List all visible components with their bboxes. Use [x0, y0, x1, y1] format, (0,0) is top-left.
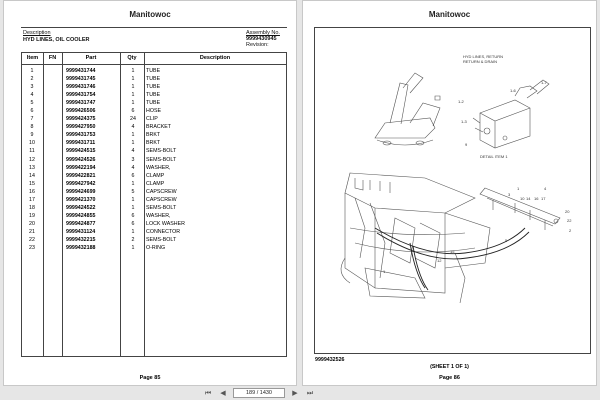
callout-14: 22 — [567, 218, 572, 223]
callout-13: 20 — [565, 209, 570, 214]
parts-rows — [22, 67, 286, 252]
item-cell: 1 — [30, 68, 34, 74]
callout-5: 9 — [465, 142, 468, 147]
item-cell: 6 — [30, 108, 34, 115]
description-cell: SEMS-BOLT — [146, 156, 177, 163]
left-page-number: Page 85 — [139, 375, 161, 381]
item-cell: 20 — [29, 220, 35, 227]
table-row — [22, 131, 286, 139]
qty-cell: 1 — [131, 76, 135, 83]
right-page-number: Page 86 — [439, 375, 460, 381]
description-cell: BRKT — [146, 140, 161, 147]
table-row — [22, 83, 286, 91]
qty-cell: 2 — [131, 236, 135, 243]
part-number-cell: 9999424522 — [66, 204, 96, 211]
item-cell: 4 — [30, 92, 34, 99]
part-number-cell: 9999424375 — [66, 116, 96, 123]
table-row — [22, 236, 286, 244]
table-row — [22, 212, 286, 220]
qty-cell: 5 — [131, 188, 135, 195]
item-cell: 23 — [29, 245, 35, 252]
exploded-parts-drawing — [315, 28, 592, 355]
qty-cell: 1 — [131, 228, 135, 235]
description-cell: BRACKET — [146, 124, 172, 131]
last-page-icon[interactable]: ⏭ — [306, 390, 314, 397]
table-row — [22, 204, 286, 212]
table-row — [22, 228, 286, 236]
qty-cell: 1 — [131, 180, 135, 187]
callout-16: 5 — [505, 238, 508, 243]
table-row — [22, 196, 286, 204]
brand-title-right: Manitowoc — [428, 10, 471, 19]
description-cell: TUBE — [146, 100, 161, 107]
callout-19: 1 — [383, 269, 386, 274]
part-number-cell: 9999427950 — [66, 124, 96, 131]
table-row — [22, 244, 286, 252]
table-row — [22, 180, 286, 188]
table-row — [22, 75, 286, 83]
qty-cell: 1 — [131, 68, 135, 74]
part-number-cell: 9999431753 — [66, 132, 96, 139]
description-cell: O-RING — [146, 245, 166, 252]
part-number-cell: 9999421370 — [66, 196, 96, 203]
description-cell: CONNECTOR — [146, 228, 181, 235]
item-cell: 10 — [29, 140, 35, 147]
viewer-toolbar — [0, 387, 600, 400]
callout-15: 2 — [569, 228, 572, 233]
item-cell: 9 — [30, 132, 34, 139]
qty-cell: 6 — [131, 108, 135, 115]
qty-cell: 1 — [131, 245, 135, 252]
description-cell: TUBE — [146, 76, 161, 83]
page-number-input[interactable]: 189 / 1430 — [233, 388, 285, 398]
description-cell: BRKT — [146, 132, 161, 139]
callout-4: 1-7 — [541, 80, 547, 85]
callout-1: 1-2 — [458, 99, 464, 104]
sheet-label: (SHEET 1 OF 1) — [430, 364, 469, 370]
item-cell: 8 — [30, 124, 34, 131]
callout-6: 3 — [508, 192, 511, 197]
part-number-cell: 9999431124 — [66, 228, 96, 235]
description-cell: SEMS-BOLT — [146, 236, 177, 243]
description-cell: CLAMP — [146, 180, 165, 187]
table-row — [22, 220, 286, 228]
description-cell: SEMS-BOLT — [146, 148, 177, 155]
qty-cell: 24 — [130, 116, 136, 123]
callout-3: 1-6 — [510, 88, 516, 93]
item-cell: 22 — [29, 236, 35, 243]
qty-cell: 1 — [131, 84, 135, 91]
part-number-cell: 9999424699 — [66, 188, 96, 195]
drawing-number: 9999432526 — [315, 357, 345, 363]
table-row — [22, 107, 286, 115]
description-label: Description — [23, 30, 51, 36]
callout-9: 10 — [520, 196, 525, 201]
column-header-item: Item — [26, 55, 39, 61]
description-cell: WASHER, — [146, 164, 171, 171]
callout-12: 17 — [541, 196, 546, 201]
qty-cell: 3 — [131, 156, 135, 163]
item-cell: 14 — [29, 172, 35, 179]
table-row — [22, 115, 286, 123]
item-cell: 5 — [30, 100, 34, 107]
table-row — [22, 91, 286, 99]
column-header-fn: FN — [48, 55, 57, 61]
qty-cell: 1 — [131, 140, 135, 147]
part-number-cell: 9999424855 — [66, 212, 96, 219]
table-row — [22, 172, 286, 180]
part-number-cell: 9999424515 — [66, 148, 96, 155]
item-cell: 17 — [29, 196, 35, 203]
column-header-part: Part — [85, 55, 97, 61]
assembly-value: 9999430945 — [246, 36, 277, 42]
description-cell: SEMS-BOLT — [146, 204, 177, 211]
description-cell: CAPSCREW — [146, 196, 177, 203]
part-number-cell: 9999424877 — [66, 220, 96, 227]
description-cell: HOSE — [146, 108, 162, 115]
description-cell: TUBE — [146, 68, 161, 74]
callout-18: 12 — [437, 258, 442, 263]
qty-cell: 6 — [131, 220, 135, 227]
drawing-note-line2: RETURN & DRAIN — [463, 59, 498, 64]
table-row — [22, 188, 286, 196]
table-row — [22, 139, 286, 147]
part-number-cell: 9999422821 — [66, 172, 96, 179]
assembly-label: Assembly No. — [246, 30, 280, 36]
qty-cell: 6 — [131, 212, 135, 219]
item-cell: 12 — [29, 156, 35, 163]
part-number-cell: 9999427942 — [66, 180, 96, 187]
callout-11: 16 — [534, 196, 539, 201]
drawing-note-line1: HYD LINES, RETURN — [463, 54, 504, 59]
brand-title: Manitowoc — [129, 10, 171, 19]
table-row — [22, 99, 286, 107]
description-cell: WASHER, — [146, 212, 171, 219]
table-row — [22, 164, 286, 172]
qty-cell: 1 — [131, 132, 135, 139]
part-number-cell: 9999431711 — [66, 140, 96, 147]
column-header-description: Description — [199, 55, 231, 61]
description-value: HYD LINES, OIL COOLER — [23, 37, 90, 43]
qty-cell: 1 — [131, 100, 135, 107]
part-number-cell: 9999422194 — [66, 164, 96, 171]
assembly-header — [21, 27, 287, 48]
qty-cell: 1 — [131, 196, 135, 203]
detail-label: DETAIL ITEM 1 — [480, 154, 508, 159]
description-cell: CLIP — [146, 116, 158, 123]
description-cell: TUBE — [146, 92, 161, 99]
part-number-cell: 9999431747 — [66, 100, 96, 107]
item-cell: 16 — [29, 188, 35, 195]
callout-2: 1-3 — [461, 119, 467, 124]
description-cell: CAPSCREW — [146, 188, 177, 195]
part-number-cell: 9999432188 — [66, 245, 96, 252]
description-cell: LOCK WASHER — [146, 220, 185, 227]
part-number-cell: 9999424526 — [66, 156, 96, 163]
drawing-frame — [314, 27, 591, 354]
qty-cell: 4 — [131, 148, 135, 155]
item-cell: 3 — [30, 84, 34, 91]
left-page — [3, 0, 297, 386]
description-cell: CLAMP — [146, 172, 165, 179]
callout-17: 15 — [450, 249, 455, 254]
part-number-cell: 9999432215 — [66, 236, 96, 243]
callout-7: 1 — [517, 186, 520, 191]
part-number-cell: 9999426506 — [66, 108, 96, 115]
next-page-icon[interactable]: ▶ — [292, 390, 298, 397]
qty-cell: 6 — [131, 172, 135, 179]
parts-table — [21, 52, 287, 357]
description-cell: TUBE — [146, 84, 161, 91]
table-row — [22, 67, 286, 75]
right-page — [302, 0, 597, 386]
revision-label: Revision: — [246, 42, 269, 48]
item-cell: 15 — [29, 180, 35, 187]
part-number-cell: 9999431744 — [66, 68, 96, 74]
callout-10: 14 — [526, 196, 531, 201]
table-row — [22, 123, 286, 131]
item-cell: 19 — [29, 212, 35, 219]
item-cell: 2 — [30, 76, 34, 83]
item-cell: 11 — [29, 148, 35, 155]
qty-cell: 1 — [131, 204, 135, 211]
part-number-cell: 9999431745 — [66, 76, 96, 83]
item-cell: 18 — [29, 204, 35, 211]
first-page-icon[interactable]: ⏮ — [204, 390, 212, 397]
part-number-cell: 9999431754 — [66, 92, 96, 99]
item-cell: 13 — [29, 164, 35, 171]
item-cell: 7 — [30, 116, 34, 123]
qty-cell: 4 — [131, 164, 135, 171]
part-number-cell: 9999431746 — [66, 84, 96, 91]
prev-page-icon[interactable]: ◀ — [220, 390, 226, 397]
callout-8: 4 — [544, 186, 547, 191]
column-header-qty: Qty — [127, 55, 137, 61]
table-row — [22, 147, 286, 155]
table-row — [22, 156, 286, 164]
qty-cell: 4 — [131, 124, 135, 131]
qty-cell: 1 — [131, 92, 135, 99]
item-cell: 21 — [29, 228, 35, 235]
